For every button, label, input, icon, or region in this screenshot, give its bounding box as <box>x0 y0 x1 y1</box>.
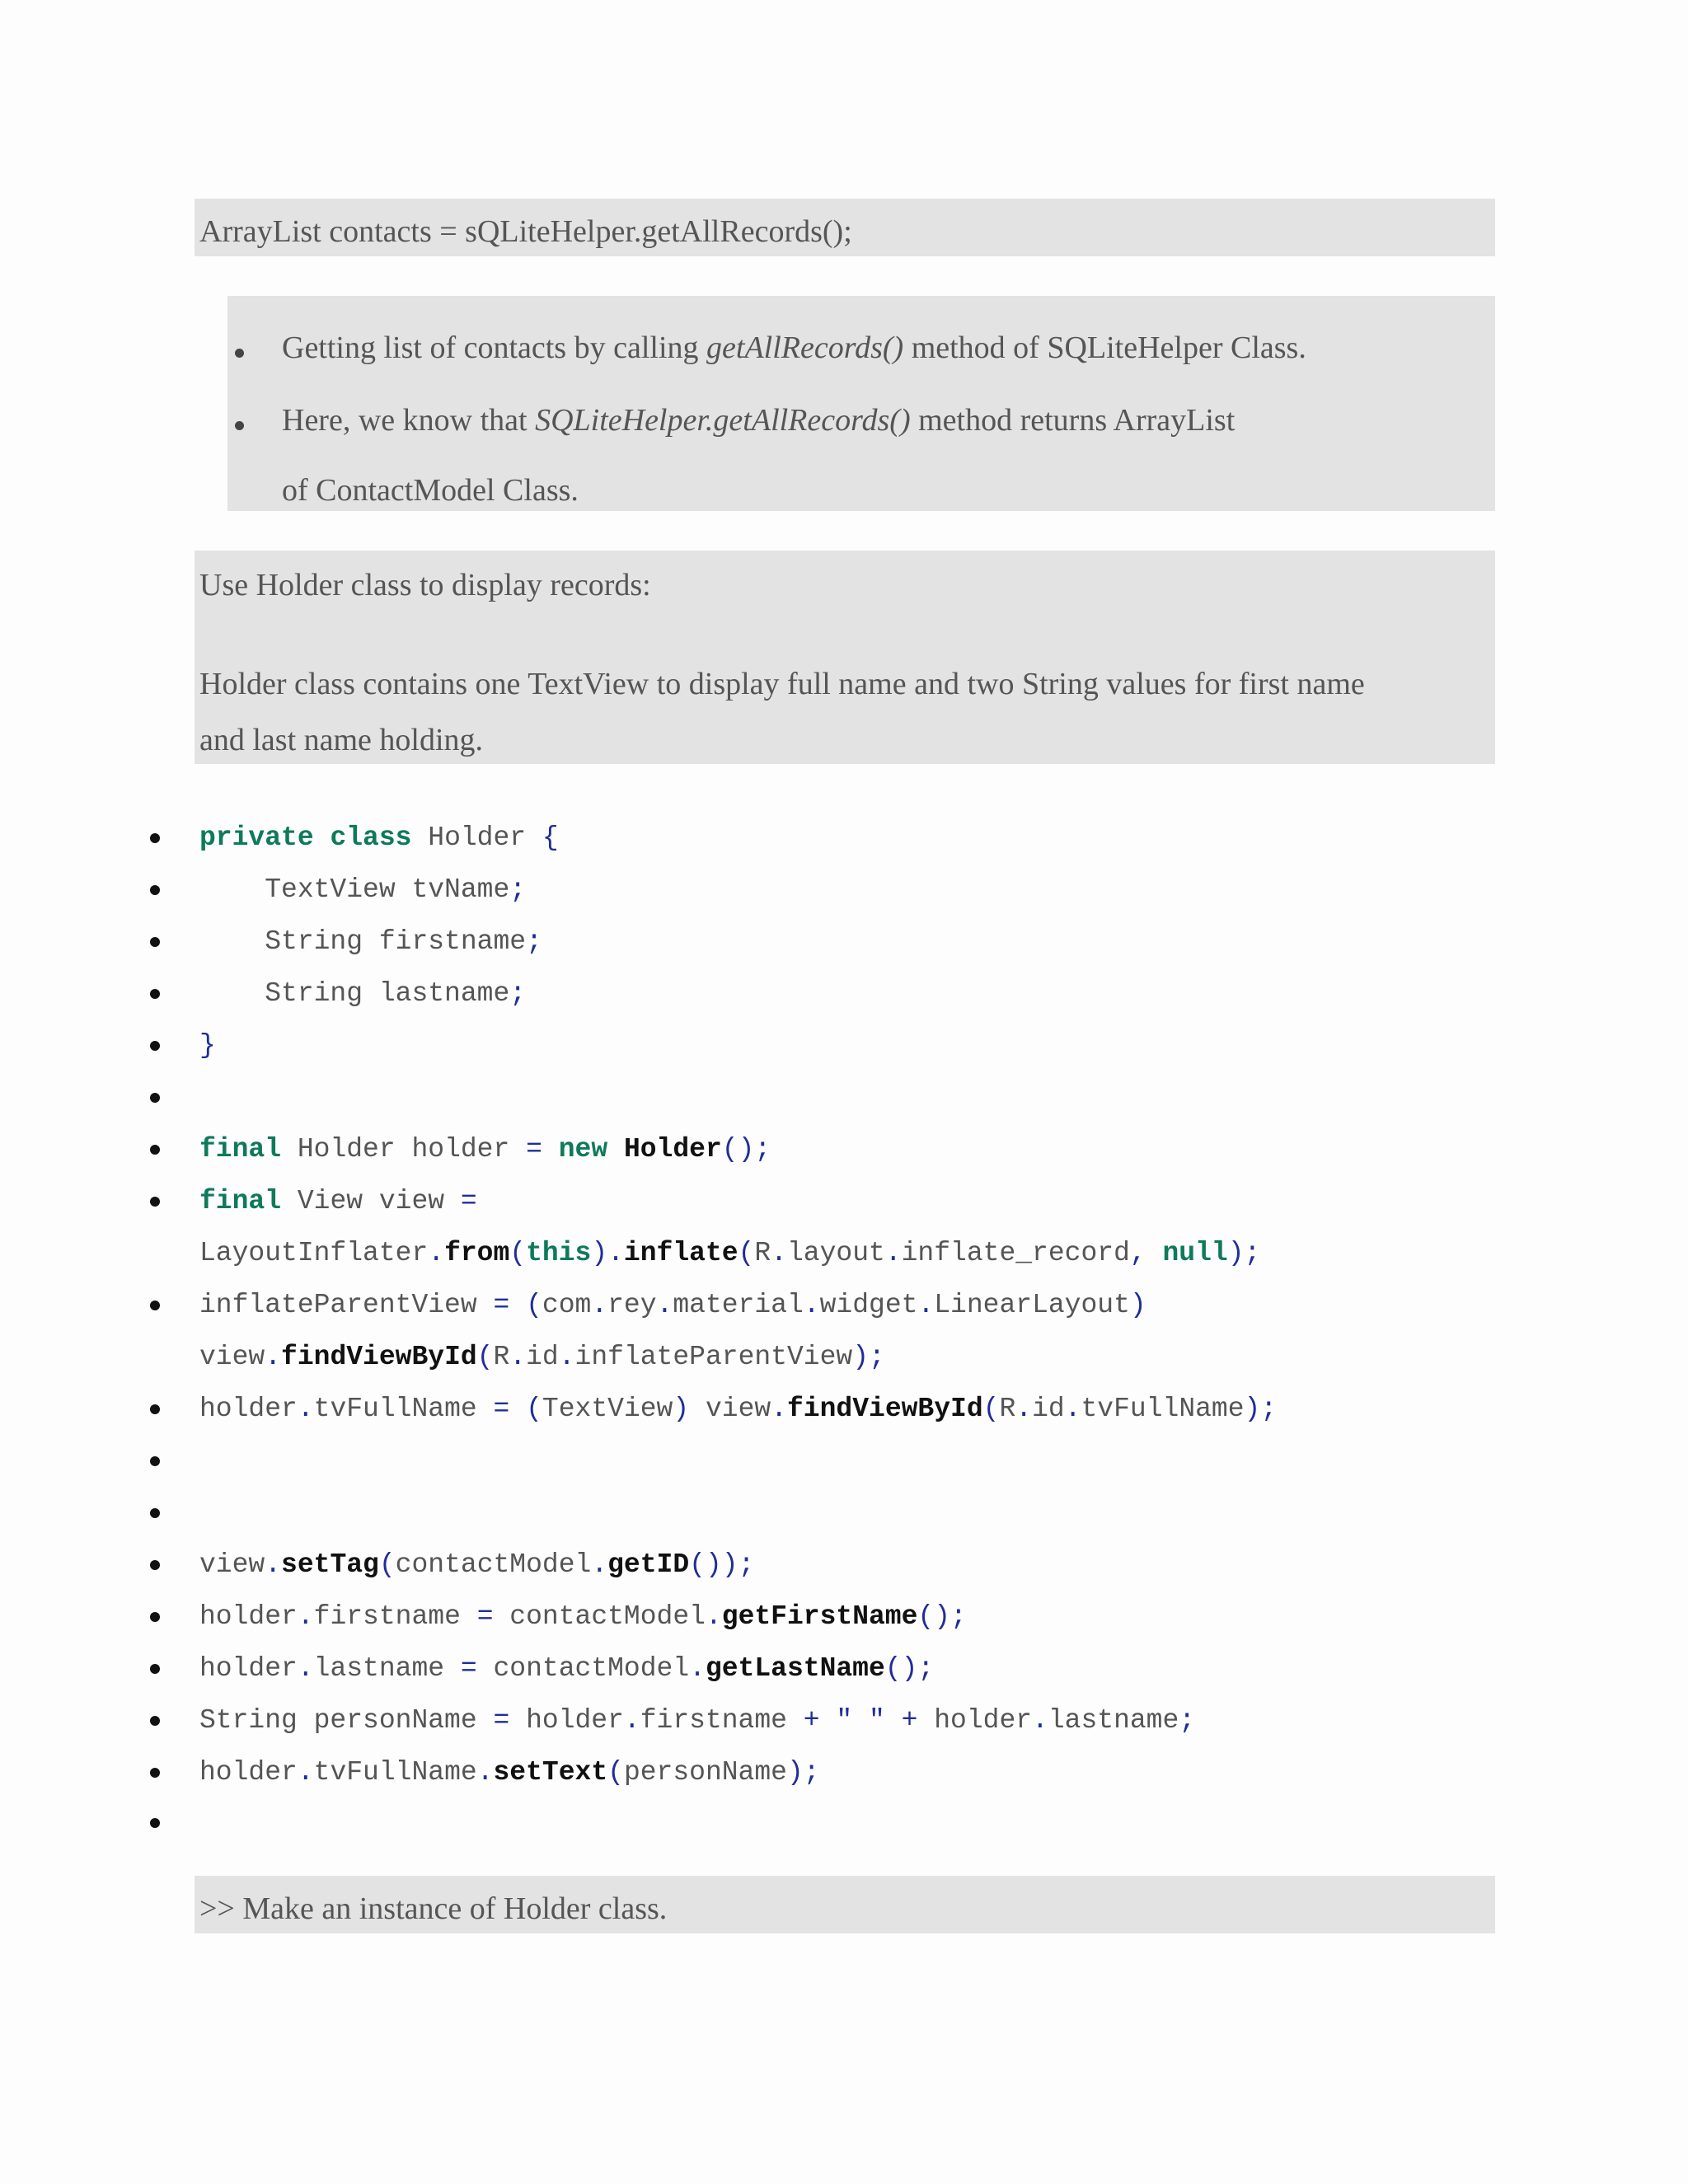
code-token: contactModel <box>395 1549 592 1580</box>
code-token: ; <box>526 926 542 957</box>
code-bullet <box>150 1456 160 1466</box>
code-token: LinearLayout <box>934 1290 1130 1320</box>
code-token: ); <box>1227 1238 1261 1268</box>
code-line <box>199 874 526 907</box>
code-token: Holder <box>411 823 542 853</box>
code-token: ( <box>476 1342 494 1372</box>
code-token: ( <box>509 1290 542 1320</box>
bullet-point <box>235 349 244 358</box>
code-token: tvFullName <box>313 1757 477 1788</box>
code-token <box>607 1134 624 1165</box>
code-line <box>199 1652 934 1685</box>
explanation-item-2-continuation: of ContactModel Class. <box>282 473 579 508</box>
code-token: contactModel <box>476 1653 690 1684</box>
code-token: final <box>199 1134 282 1165</box>
code-token: ; <box>1179 1705 1196 1736</box>
code-token: from <box>444 1238 510 1268</box>
code-token: final <box>199 1186 282 1216</box>
item1-text-after: method of SQLiteHelper Class. <box>903 330 1306 365</box>
item2-text-after: method returns ArrayList <box>910 403 1236 438</box>
code-token: holder <box>199 1757 298 1788</box>
code-token: . <box>297 1394 314 1424</box>
code-token: getID <box>607 1549 690 1580</box>
code-token: material <box>673 1290 804 1320</box>
code-bullet <box>150 833 160 843</box>
code-token: lastname <box>1048 1705 1179 1736</box>
code-bullet <box>150 1818 160 1828</box>
code-token: . <box>1015 1394 1033 1424</box>
item2-method-name: SQLiteHelper.getAllRecords() <box>535 403 911 438</box>
code-token: holder <box>199 1394 298 1424</box>
code-token: . <box>428 1238 445 1268</box>
code-token: class <box>330 823 412 853</box>
code-token: R <box>999 1394 1016 1424</box>
code-token: view <box>199 1342 265 1372</box>
code-token: personName <box>623 1757 787 1788</box>
code-token: String lastname <box>199 978 510 1009</box>
code-token: + <box>901 1705 918 1736</box>
code-token: setTag <box>281 1549 379 1580</box>
code-token: R <box>493 1342 510 1372</box>
bottom-note: >> Make an instance of Holder class. <box>199 1891 668 1926</box>
code-token: getLastName <box>705 1653 885 1684</box>
code-token: tvFullName <box>1081 1394 1245 1424</box>
code-token: . <box>1032 1705 1048 1736</box>
code-token: private <box>199 823 314 853</box>
code-token: ( <box>509 1394 542 1424</box>
code-line <box>199 977 526 1010</box>
code-token: . <box>884 1238 902 1268</box>
code-token <box>542 1134 559 1165</box>
explanation-item-1 <box>282 330 1306 366</box>
code-token: View view <box>281 1186 461 1216</box>
code-token: " " <box>819 1705 902 1736</box>
code-token: ()); <box>689 1549 755 1580</box>
code-token: (); <box>884 1653 935 1684</box>
code-token: . <box>591 1549 608 1580</box>
code-token <box>314 823 331 853</box>
code-token: TextView <box>542 1394 673 1424</box>
code-line-continuation <box>199 1341 885 1374</box>
code-token: inflateParentView <box>574 1342 853 1372</box>
code-token: (); <box>917 1601 967 1632</box>
code-token: ) <box>673 1394 690 1424</box>
code-bullet <box>150 1404 160 1414</box>
code-token: holder <box>199 1601 298 1632</box>
code-token: . <box>509 1342 527 1372</box>
code-token: } <box>199 1030 216 1061</box>
code-token: ); <box>852 1342 885 1372</box>
code-token: ); <box>1244 1394 1278 1424</box>
code-token: R <box>754 1238 771 1268</box>
code-bullet <box>150 1508 160 1518</box>
code-token: holder <box>199 1653 298 1684</box>
code-token: ; <box>509 874 527 905</box>
code-bullet <box>150 1664 160 1674</box>
code-bullet <box>150 1716 160 1726</box>
code-token: ) <box>1129 1290 1146 1320</box>
code-token: . <box>591 1290 608 1320</box>
code-token: inflate_record <box>901 1238 1130 1268</box>
holder-section-description-line-2: and last name holding. <box>199 723 484 757</box>
code-token: . <box>265 1549 282 1580</box>
code-token: ( <box>607 1757 624 1788</box>
top-statement: ArrayList contacts = sQLiteHelper.getAllRecords(); <box>199 214 852 249</box>
code-line-continuation <box>199 1237 1260 1270</box>
code-token: inflate <box>623 1238 738 1268</box>
code-token: . <box>476 1757 494 1788</box>
code-token: . <box>803 1290 820 1320</box>
code-token: Holder holder <box>281 1134 527 1165</box>
code-token: ( <box>982 1394 1000 1424</box>
code-bullet <box>150 1145 160 1155</box>
code-line <box>199 1601 967 1633</box>
code-bullet <box>150 1041 160 1051</box>
code-token: ( <box>509 1238 527 1268</box>
code-token: view <box>689 1394 771 1424</box>
code-bullet <box>150 885 160 895</box>
code-token: + <box>803 1705 820 1736</box>
code-token: lastname <box>313 1653 461 1684</box>
code-line <box>199 1756 820 1789</box>
code-token: setText <box>493 1757 608 1788</box>
code-token: Holder <box>623 1134 722 1165</box>
code-token: . <box>771 1394 787 1424</box>
code-line <box>199 822 559 855</box>
code-line <box>199 1029 216 1062</box>
code-token: ); <box>786 1757 820 1788</box>
code-token: . <box>297 1601 314 1632</box>
code-token: tvFullName <box>313 1394 494 1424</box>
code-token: widget <box>819 1290 918 1320</box>
code-token: = <box>526 1134 542 1165</box>
code-bullet <box>150 989 160 999</box>
item1-method-name: getAllRecords() <box>706 330 904 365</box>
code-line <box>199 926 542 958</box>
code-token: inflateParentView <box>199 1290 494 1320</box>
code-bullet <box>150 1093 160 1103</box>
code-token: null <box>1162 1238 1228 1268</box>
code-line <box>199 1133 771 1166</box>
code-token: holder <box>917 1705 1033 1736</box>
code-token: . <box>656 1290 673 1320</box>
code-token: String personName <box>199 1705 494 1736</box>
code-token: new <box>558 1134 608 1165</box>
code-bullet <box>150 1768 160 1778</box>
code-line <box>199 1289 1146 1322</box>
code-line <box>199 1393 1277 1426</box>
code-token: ( <box>738 1238 755 1268</box>
code-token: { <box>542 823 559 853</box>
code-token: . <box>297 1757 314 1788</box>
code-token: . <box>297 1653 314 1684</box>
code-bullet <box>150 937 160 947</box>
holder-section-description-line-1: Holder class contains one TextView to display full name and two String values for first name <box>199 667 1365 701</box>
code-token: firstname <box>313 1601 477 1632</box>
code-token: = <box>493 1290 510 1320</box>
code-token: . <box>917 1290 935 1320</box>
code-token: id <box>526 1342 559 1372</box>
code-token: String firstname <box>199 926 527 957</box>
code-token: this <box>526 1238 592 1268</box>
code-line <box>199 1549 754 1582</box>
code-token: . <box>265 1342 282 1372</box>
code-token: (); <box>721 1134 771 1165</box>
code-token: LayoutInflater <box>199 1238 429 1268</box>
code-token: getFirstName <box>721 1601 918 1632</box>
item1-text-before: Getting list of contacts by calling <box>282 330 707 365</box>
code-bullet <box>150 1560 160 1570</box>
code-token: = <box>460 1653 477 1684</box>
code-token: view <box>199 1549 265 1580</box>
code-token: . <box>689 1653 706 1684</box>
code-token: ( <box>378 1549 396 1580</box>
code-token: . <box>771 1238 787 1268</box>
bullet-point <box>235 421 244 430</box>
code-token: firstname <box>640 1705 804 1736</box>
code-token: contactModel <box>493 1601 706 1632</box>
code-token: com <box>542 1290 592 1320</box>
item2-text-before: Here, we know that <box>282 403 536 438</box>
code-bullet <box>150 1197 160 1207</box>
code-token: . <box>558 1342 575 1372</box>
code-bullet <box>150 1612 160 1622</box>
code-token: ; <box>509 978 527 1009</box>
code-token: = <box>493 1394 510 1424</box>
explanation-item-2 <box>282 402 1235 438</box>
code-token: . <box>705 1601 722 1632</box>
code-token: findViewById <box>281 1342 477 1372</box>
code-token: layout <box>786 1238 885 1268</box>
code-token: . <box>1064 1394 1081 1424</box>
code-token: = <box>460 1186 477 1216</box>
code-line <box>199 1704 1195 1737</box>
code-token: ). <box>591 1238 624 1268</box>
code-token: id <box>1032 1394 1065 1424</box>
code-token: holder <box>509 1705 624 1736</box>
holder-section-heading: Use Holder class to display records: <box>199 568 651 602</box>
code-bullet <box>150 1301 160 1310</box>
code-token: . <box>623 1705 640 1736</box>
code-token: rey <box>607 1290 657 1320</box>
code-token: findViewById <box>787 1394 983 1424</box>
code-token: = <box>493 1705 510 1736</box>
code-token: , <box>1129 1238 1163 1268</box>
code-token: TextView tvName <box>199 874 510 905</box>
code-line <box>199 1185 477 1218</box>
code-token: = <box>476 1601 494 1632</box>
